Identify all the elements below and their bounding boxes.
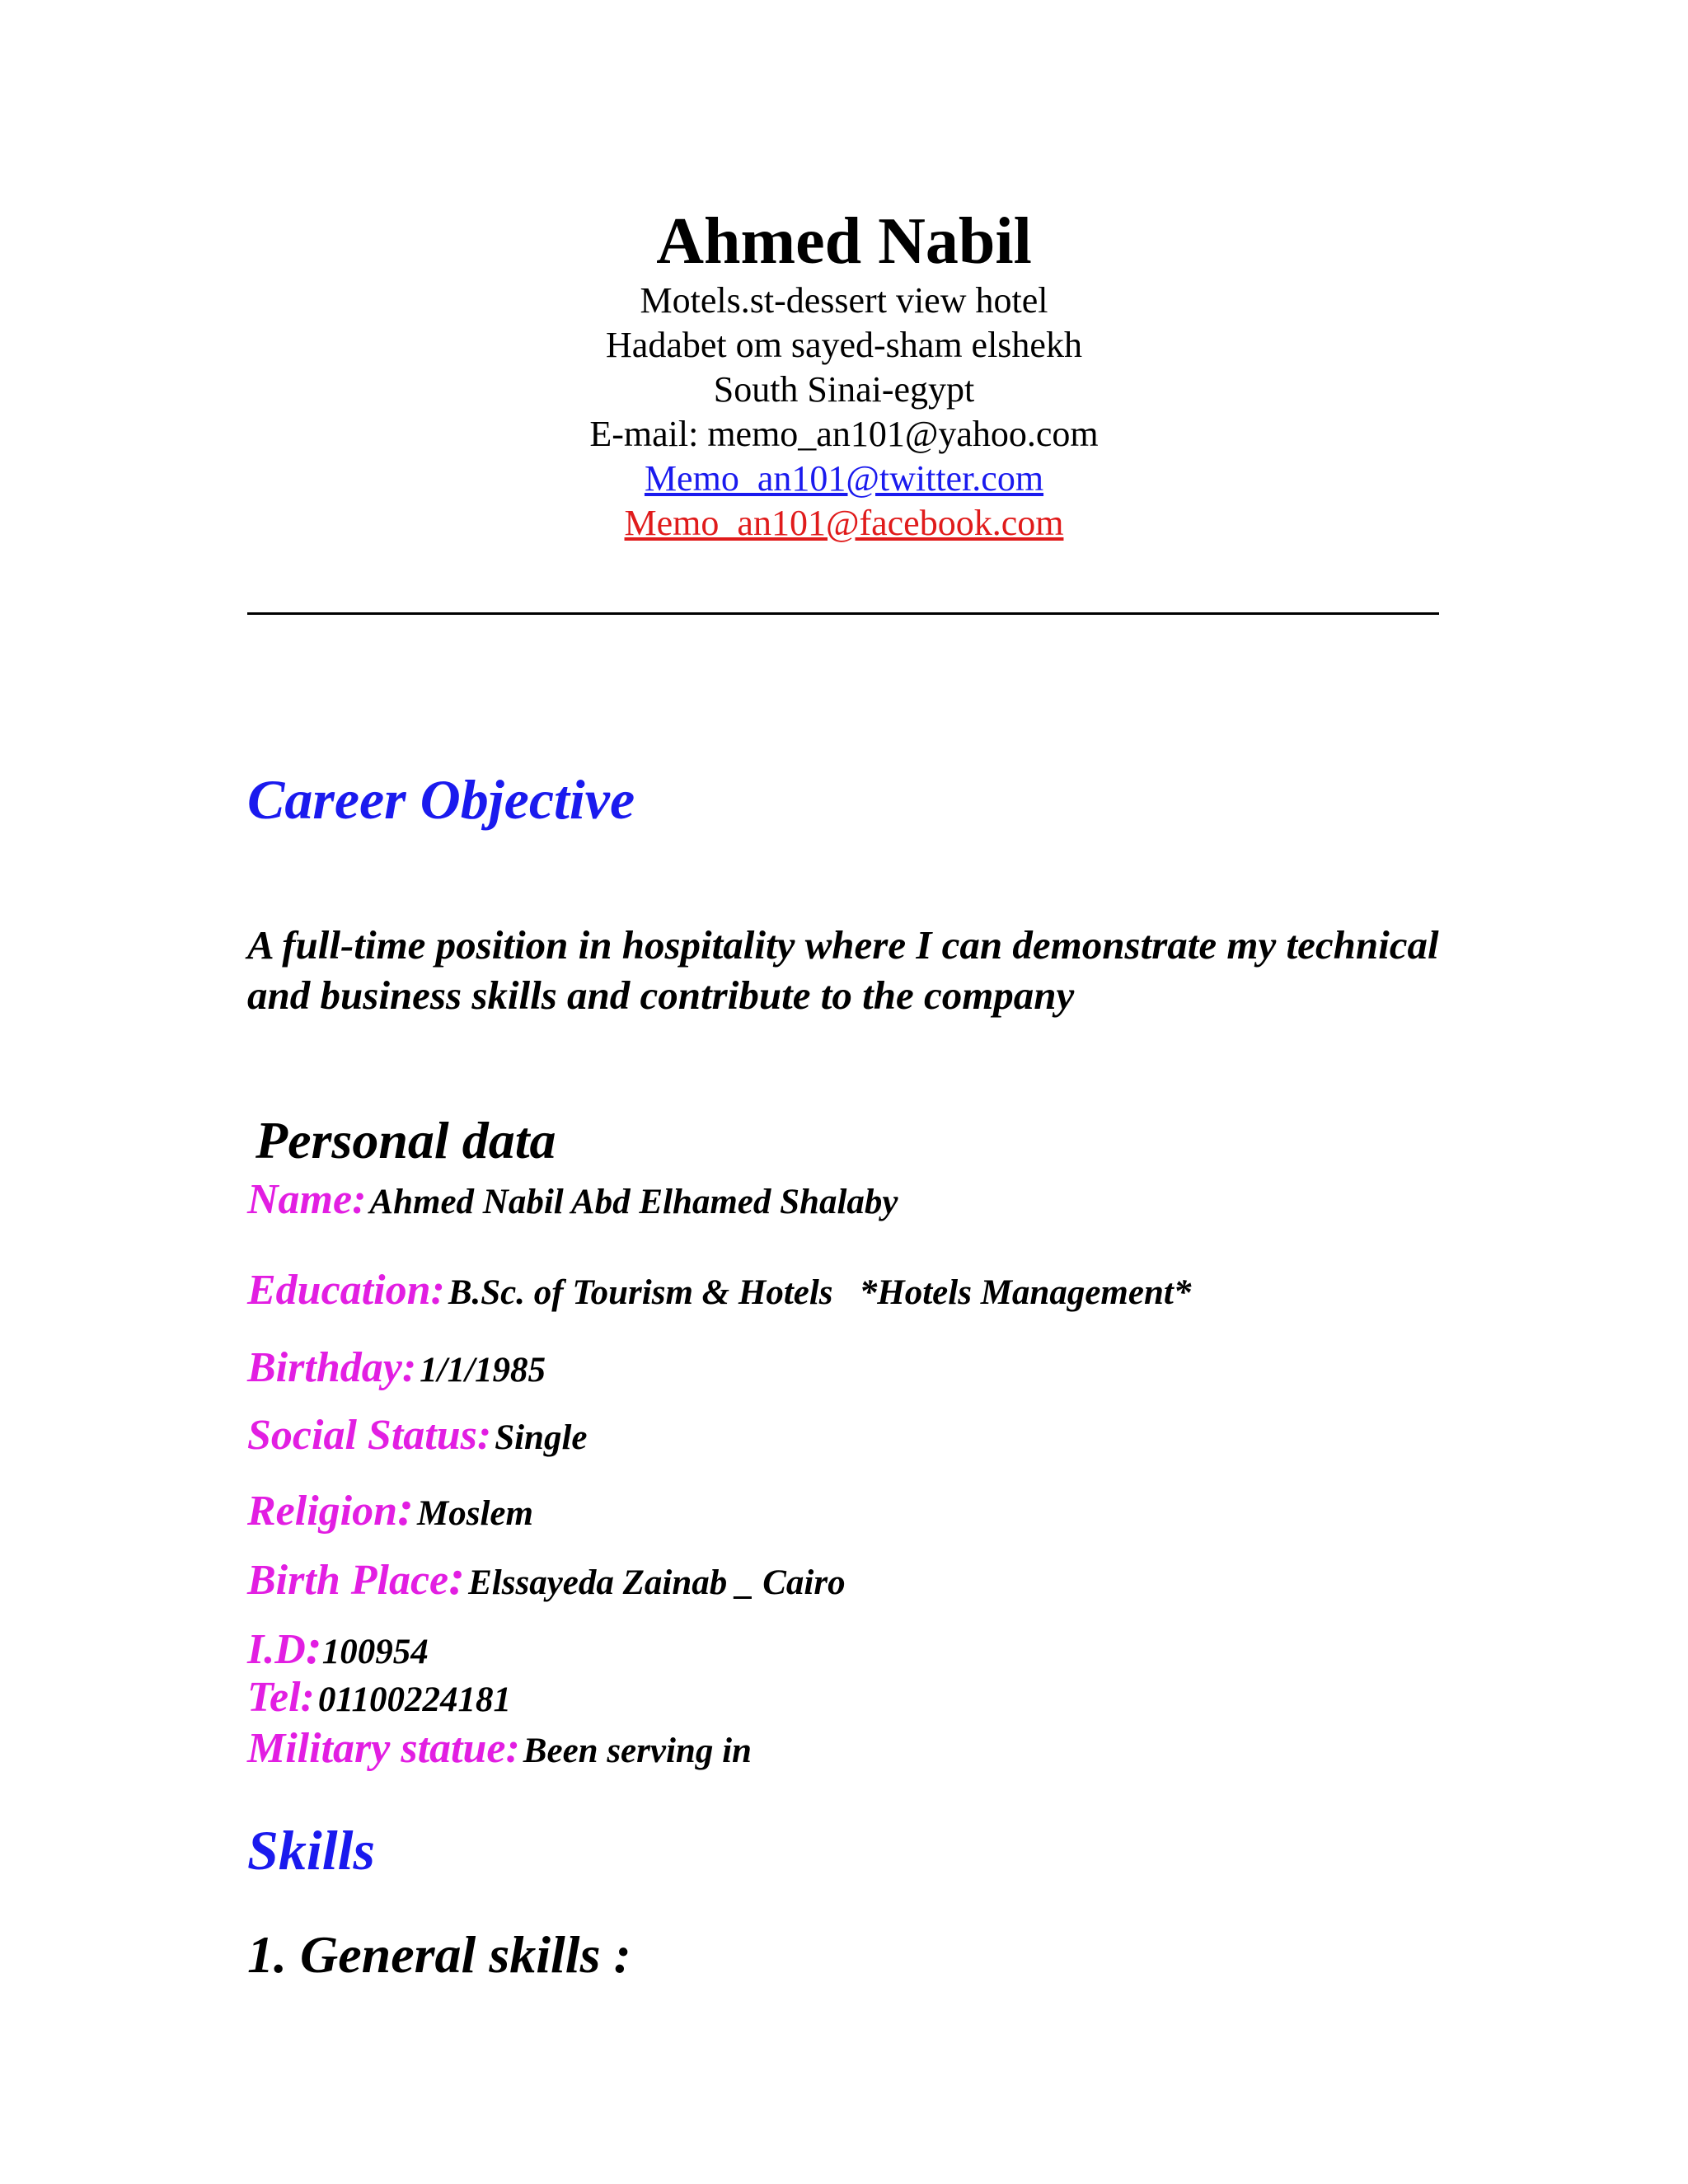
career-objective-text: A full-time position in hospitality where I can demonstrate my technical and business skills and contribute to the company [247, 922, 1439, 1018]
facebook-link[interactable]: Memo_an101@facebook.com [624, 503, 1064, 543]
birth-place-value: Elssayeda Zainab _ Cairo [468, 1563, 846, 1602]
applicant-name: Ahmed Nabil [656, 205, 1032, 278]
id-value: 100954 [321, 1633, 429, 1671]
name-label: Name: [247, 1176, 367, 1223]
religion-row [247, 1480, 533, 1537]
education-row [247, 1266, 1191, 1315]
birth-place-colon: : [448, 1550, 466, 1605]
id-label: I.D [247, 1626, 306, 1673]
birth-place-label: Birth Place [247, 1557, 449, 1604]
social-status-label: Social Status: [247, 1412, 492, 1459]
address-line-2: Hadabet om sayed-sham elshekh [606, 325, 1082, 365]
header-divider [247, 612, 1439, 615]
skills-heading: Skills [247, 1819, 375, 1882]
address-line-1: Motels.st-dessert view hotel [640, 280, 1048, 321]
career-objective-heading: Career Objective [247, 768, 635, 831]
military-value: Been serving in [523, 1732, 752, 1770]
tel-value: 01100224181 [317, 1680, 511, 1719]
religion-label: Religion [247, 1488, 398, 1535]
personal-name-row [247, 1175, 898, 1224]
religion-value: Moslem [417, 1494, 533, 1533]
email-line: E-mail: memo_an101@yahoo.com [589, 414, 1099, 454]
military-label: Military statue: [247, 1725, 520, 1772]
birthday-row [247, 1343, 546, 1392]
personal-data-heading: Personal data [256, 1111, 556, 1169]
resume-header [0, 204, 1688, 546]
social-status-row [247, 1411, 588, 1460]
religion-colon: : [397, 1481, 415, 1535]
military-row [247, 1724, 752, 1773]
address-line-3: South Sinai-egypt [713, 369, 975, 410]
id-row [247, 1619, 429, 1675]
twitter-link[interactable]: Memo_an101@twitter.com [644, 458, 1044, 499]
general-skills-heading: 1. General skills : [247, 1925, 631, 1984]
social-status-value: Single [495, 1418, 588, 1457]
birthday-value: 1/1/1985 [420, 1351, 546, 1390]
name-value: Ahmed Nabil Abd Elhamed Shalaby [369, 1183, 898, 1221]
tel-row [247, 1673, 511, 1722]
tel-label: Tel: [247, 1674, 315, 1721]
id-colon: : [305, 1619, 322, 1674]
birthday-label: Birthday: [247, 1344, 417, 1391]
education-value: B.Sc. of Tourism & Hotels *Hotels Management* [448, 1273, 1192, 1312]
education-label: Education: [247, 1267, 445, 1314]
birth-place-row [247, 1549, 846, 1606]
